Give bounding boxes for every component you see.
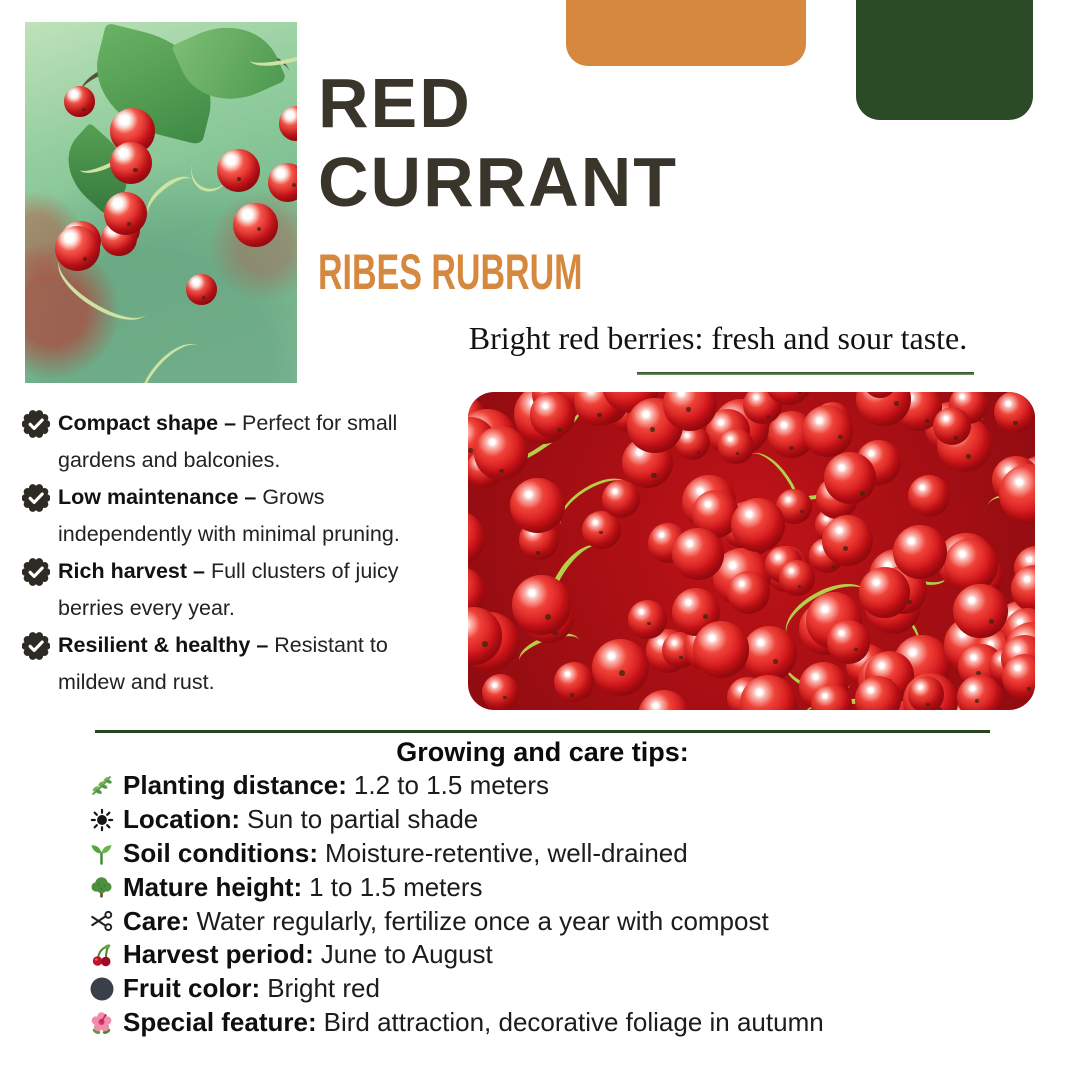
berry-calyx-decor: [257, 227, 261, 231]
berry-decor: [672, 528, 724, 580]
tip-value: 1.2 to 1.5 meters: [353, 770, 550, 801]
page-title: [318, 64, 678, 222]
tip-label: Care:: [123, 905, 190, 936]
berry-calyx-decor: [570, 693, 574, 697]
berry-calyx-decor: [237, 177, 241, 181]
berry-calyx-decor: [789, 446, 794, 450]
berry-decor: [592, 639, 649, 696]
berry-decor: [953, 584, 1007, 638]
berry-calyx-decor: [292, 183, 296, 187]
feature-label: Resilient & healthy –: [58, 633, 269, 657]
berry-calyx-decor: [925, 419, 930, 423]
feature-item: [22, 405, 442, 479]
berry-decor: [779, 560, 815, 596]
tip-value: Sun to partial shade: [247, 804, 479, 835]
tagline: Bright red berries: fresh and sour taste.: [468, 320, 968, 356]
berry-decor: [827, 620, 871, 664]
berry-decor: [55, 226, 100, 271]
latin-name: RIBES RUBRUM: [318, 244, 583, 300]
berry-calyx-decor: [83, 257, 87, 261]
berry-decor: [110, 142, 153, 185]
berry-decor: [104, 192, 148, 236]
berry-decor: [731, 498, 785, 552]
page-title-line2: CURRANT: [318, 143, 679, 221]
berry-decor: [233, 203, 278, 248]
berry-calyx-decor: [597, 413, 602, 417]
tip-label: Fruit color:: [123, 973, 261, 1004]
stem-decor: [129, 333, 214, 383]
berry-calyx-decor: [1013, 421, 1017, 425]
berry-calyx-decor: [860, 491, 865, 496]
tips-list: [88, 769, 824, 1039]
tip-value: Water regularly, fertilize once a year with compost: [196, 905, 769, 936]
feature-text: Compact shape – Perfect for small gardens and balconies.: [58, 411, 398, 472]
berry-calyx-decor: [599, 531, 603, 534]
tip-row: [88, 972, 824, 1006]
feature-item: [22, 479, 442, 553]
feature-label: Rich harvest –: [58, 559, 205, 583]
berry-calyx-decor: [966, 454, 971, 459]
berry-decor: [742, 626, 797, 681]
red-currants-closeup-photo: [468, 392, 1035, 710]
feature-item: [22, 553, 442, 627]
berry-calyx-decor: [679, 656, 683, 659]
berry-calyx-decor: [767, 415, 771, 418]
berry-calyx-decor: [954, 436, 958, 439]
berry-calyx-decor: [894, 401, 899, 406]
circle-icon: [88, 975, 115, 1002]
berry-decor: [994, 392, 1035, 433]
feature-text: Low maintenance – Grows independently with minimal pruning.: [58, 485, 400, 546]
feature-label: Low maintenance –: [58, 485, 257, 509]
berry-decor: [933, 407, 971, 445]
berry-calyx-decor: [133, 168, 137, 172]
berry-calyx-decor: [686, 407, 691, 412]
berry-decor: [474, 426, 528, 480]
cherries-icon: [88, 941, 115, 968]
tip-label: Harvest period:: [123, 939, 314, 970]
berry-decor: [602, 480, 640, 518]
berry-calyx-decor: [82, 108, 85, 111]
berry-decor: [908, 676, 944, 710]
berry-decor: [822, 515, 873, 566]
tip-value: June to August: [320, 939, 493, 970]
seedling-icon: [88, 840, 115, 867]
tip-value: Moisture-retentive, well-drained: [325, 837, 688, 868]
tip-row: [88, 870, 824, 904]
berry-decor: [628, 600, 667, 639]
berry-decor: [908, 475, 950, 517]
berry-calyx-decor: [975, 699, 980, 703]
berry-decor: [638, 690, 690, 710]
berry-calyx-decor: [499, 469, 504, 474]
scissors-icon: [88, 908, 115, 935]
tip-value: Bird attraction, decorative foliage in autumn: [323, 1006, 824, 1037]
berry-decor: [268, 163, 297, 202]
berry-calyx-decor: [619, 670, 625, 675]
berry-decor: [727, 571, 771, 615]
berry-decor: [64, 86, 95, 117]
berry-calyx-decor: [854, 648, 858, 652]
berry-decor: [554, 662, 594, 702]
berry-calyx-decor: [773, 659, 778, 664]
herb-icon: [88, 772, 115, 799]
berry-decor: [279, 106, 297, 140]
berry-calyx-decor: [647, 622, 651, 625]
tip-label: Location:: [123, 804, 240, 835]
berry-calyx-decor: [650, 427, 656, 432]
berry-decor: [859, 567, 909, 617]
berry-calyx-decor: [545, 614, 551, 619]
feature-text: Rich harvest – Full clusters of juicy berries every year.: [58, 559, 399, 620]
berry-calyx-decor: [736, 452, 740, 455]
check-badge-icon: [22, 558, 50, 586]
tip-row: [88, 938, 824, 972]
page-title-line1: RED: [318, 64, 472, 142]
berry-calyx-decor: [1027, 687, 1032, 691]
check-badge-icon: [22, 484, 50, 512]
feature-list: [22, 405, 442, 701]
feature-item: [22, 627, 442, 701]
berry-decor: [530, 392, 575, 437]
berry-calyx-decor: [798, 392, 803, 394]
berry-decor: [510, 478, 565, 533]
berry-calyx-decor: [989, 619, 994, 624]
berry-decor: [217, 149, 260, 192]
feature-text: Resilient & healthy – Resistant to mildew and rust.: [58, 633, 388, 694]
tip-row: [88, 1006, 824, 1040]
red-currant-branch-photo: [25, 22, 297, 383]
hibiscus-icon: [88, 1009, 115, 1036]
tip-label: Special feature:: [123, 1006, 317, 1037]
berry-calyx-decor: [503, 696, 507, 699]
berry-decor: [186, 274, 217, 305]
tree-icon: [88, 874, 115, 901]
berry-calyx-decor: [832, 566, 836, 569]
check-badge-icon: [22, 632, 50, 660]
berry-decor: [482, 674, 519, 710]
berry-calyx-decor: [468, 448, 473, 453]
berry-calyx-decor: [798, 585, 802, 588]
berry-decor: [512, 575, 572, 635]
tip-value: Bright red: [267, 973, 380, 1004]
berry-decor: [944, 538, 998, 592]
tips-divider: [95, 730, 990, 733]
decor-orange-shape: [566, 0, 806, 66]
berry-calyx-decor: [703, 614, 708, 618]
berry-calyx-decor: [843, 546, 848, 551]
feature-label: Compact shape –: [58, 411, 237, 435]
berry-decor: [468, 511, 485, 566]
berry-calyx-decor: [557, 428, 562, 432]
tip-label: Mature height:: [123, 871, 303, 902]
tip-row: [88, 837, 824, 871]
berry-calyx-decor: [838, 435, 843, 440]
berry-calyx-decor: [697, 451, 701, 454]
tips-heading: Growing and care tips:: [396, 737, 689, 767]
tagline-underline: [637, 372, 974, 375]
berry-calyx-decor: [202, 296, 205, 299]
berry-decor: [693, 621, 750, 678]
berry-calyx-decor: [127, 222, 131, 226]
berry-decor: [824, 452, 876, 504]
tip-label: Planting distance:: [123, 770, 347, 801]
sun-icon: [88, 806, 115, 833]
tip-label: Soil conditions:: [123, 837, 318, 868]
berry-calyx-decor: [926, 703, 930, 706]
berry-calyx-decor: [800, 510, 804, 513]
berry-calyx-decor: [651, 473, 656, 478]
berry-decor: [802, 405, 854, 457]
tip-row: [88, 803, 824, 837]
tip-value: 1 to 1.5 meters: [309, 871, 483, 902]
tip-row: [88, 904, 824, 938]
berry-calyx-decor: [536, 551, 540, 555]
decor-green-shape: [856, 0, 1033, 120]
berry-calyx-decor: [482, 641, 488, 646]
tip-row: [88, 769, 824, 803]
check-badge-icon: [22, 410, 50, 438]
